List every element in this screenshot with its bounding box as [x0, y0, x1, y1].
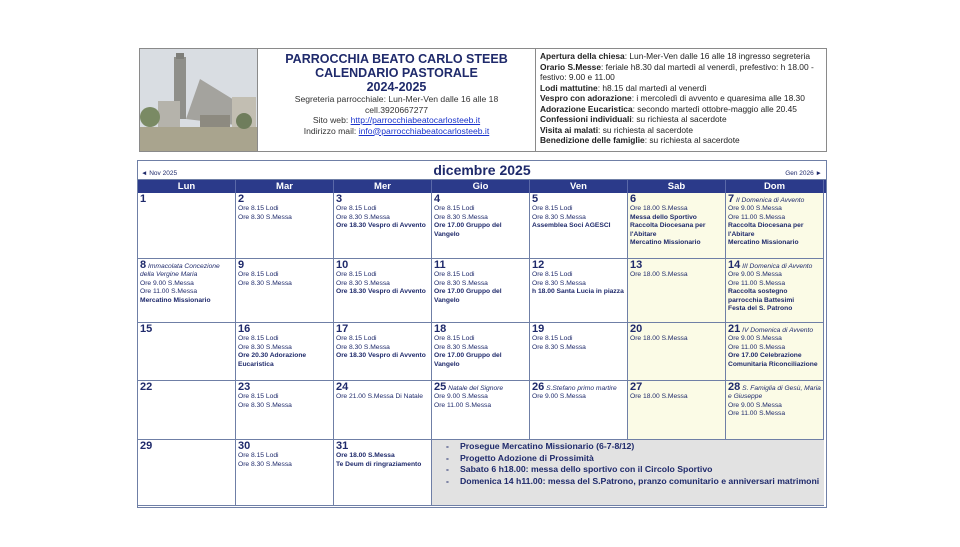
church-photo: [140, 49, 258, 151]
weekday-header-row: [138, 180, 826, 193]
day-number: 10: [336, 259, 349, 271]
day-cell[interactable]: [432, 381, 530, 440]
day-head: [434, 324, 527, 335]
day-number: 15: [140, 323, 153, 335]
info-row: [540, 125, 822, 136]
day-head: [238, 194, 331, 205]
info-row: [540, 83, 822, 94]
calendar-event: Ore 8.15 Lodi: [434, 205, 475, 213]
info-value: : su richiesta al sacerdote: [631, 114, 727, 124]
day-head: [336, 441, 429, 452]
day-number: 14: [728, 259, 741, 271]
calendar-event: Ore 8.15 Lodi: [336, 205, 377, 213]
day-head: [532, 194, 625, 205]
day-number: 2: [238, 193, 245, 205]
calendar-event: Ore 8.15 Lodi: [532, 271, 573, 279]
info-row: [540, 93, 822, 104]
calendar-grid: [138, 193, 826, 506]
info-value: : su richiesta al sacerdote: [598, 124, 694, 135]
church-photo-illustration: [140, 49, 258, 151]
calendar-event: Ore 9.00 S.Messa: [728, 271, 782, 279]
office-hours: Segreteria parrocchiale: Lun-Mer-Ven dalle 16 alle 18: [294, 94, 499, 104]
day-head: [238, 441, 331, 452]
email-label: Indirizzo mail:: [303, 125, 359, 136]
calendar-event: Ore 17.00 Gruppo del Vangelo: [434, 222, 502, 238]
day-cell[interactable]: [236, 440, 334, 506]
day-number: 17: [336, 323, 349, 335]
day-cell[interactable]: [432, 323, 530, 381]
day-cell[interactable]: [138, 381, 236, 440]
info-key: Orario S.Messe: [540, 61, 601, 72]
day-cell[interactable]: [432, 259, 530, 323]
day-number: 24: [336, 381, 349, 393]
calendar-event: Ore 18.00 S.Messa: [336, 452, 395, 460]
day-head: [532, 382, 625, 393]
liturgical-day: Natale del Signore: [448, 385, 504, 392]
month-title: dicembre 2025: [433, 162, 531, 178]
month-calendar: [137, 160, 827, 508]
weekday-label: Sab: [628, 180, 726, 193]
liturgical-day: III Domenica di Avvento: [742, 263, 813, 270]
day-head: [728, 194, 821, 205]
pastoral-year: 2024-2025: [366, 80, 427, 94]
day-number: 23: [238, 381, 251, 393]
calendar-event: Ore 8.30 S.Messa: [434, 213, 488, 221]
info-key: Vespro con adorazione: [540, 93, 632, 103]
day-number: 1: [140, 193, 147, 205]
calendar-event: Festa del S. Patrono: [728, 305, 793, 313]
day-head: [532, 324, 625, 335]
calendar-event: Ore 8.30 S.Messa: [336, 213, 390, 221]
calendar-header: [138, 161, 826, 180]
day-number: 30: [238, 440, 251, 452]
note-item: - Sabato 6 h18.00: messa dello sportivo con il Circolo Sportivo: [446, 464, 824, 476]
info-key: Benedizione delle famiglie: [540, 135, 645, 145]
day-number: 20: [630, 323, 643, 335]
day-head: [434, 382, 527, 393]
calendar-event: Ore 9.00 S.Messa: [728, 335, 782, 343]
parish-name: PARROCCHIA BEATO CARLO STEEB: [285, 52, 508, 66]
calendar-event: Ore 18.30 Vespro di Avvento: [336, 352, 426, 360]
day-cell[interactable]: [726, 193, 824, 259]
day-head: [238, 324, 331, 335]
calendar-event: Ore 8.30 S.Messa: [532, 343, 586, 351]
email-line: [258, 126, 535, 137]
prev-month-link[interactable]: ◄ Nov 2025: [141, 170, 178, 177]
day-cell[interactable]: [138, 193, 236, 259]
day-cell[interactable]: [138, 440, 236, 506]
day-cell[interactable]: [628, 193, 726, 259]
day-head: [630, 194, 723, 205]
calendar-event: Ore 8.30 S.Messa: [434, 279, 488, 287]
day-number: 4: [434, 193, 441, 205]
calendar-event: Ore 8.15 Lodi: [238, 393, 279, 401]
calendar-event: Ore 17.00 Gruppo del Vangelo: [434, 352, 502, 368]
liturgical-day: IV Domenica di Avvento: [742, 327, 814, 334]
calendar-event: Ore 8.15 Lodi: [532, 335, 573, 343]
info-row: [540, 104, 822, 115]
day-head: [336, 194, 429, 205]
day-cell[interactable]: [628, 259, 726, 323]
parish-title-block: [258, 49, 536, 151]
info-key: Adorazione Eucaristica: [540, 103, 633, 114]
liturgical-day: Immacolata Concezione della Vergine Maria: [140, 263, 220, 279]
day-head: [728, 382, 821, 402]
day-cell[interactable]: [334, 259, 432, 323]
day-head: [532, 260, 625, 271]
info-value: : secondo martedì ottobre-maggio alle 20.45: [632, 103, 797, 114]
day-cell[interactable]: [334, 381, 432, 440]
day-head: [140, 324, 233, 335]
calendar-event: Messa dello Sportivo: [630, 213, 697, 221]
note-item: - Domenica 14 h11.00: messa del S.Patrono, pranzo comunitario e anniversari matrimoni: [446, 476, 824, 488]
info-row: [540, 51, 822, 62]
calendar-event: Ore 8.30 S.Messa: [336, 343, 390, 351]
calendar-event: Ore 8.15 Lodi: [238, 271, 279, 279]
calendar-event: Ore 9.00 S.Messa: [140, 279, 194, 287]
day-number: 19: [532, 323, 545, 335]
day-head: [336, 260, 429, 271]
day-cell[interactable]: [530, 381, 628, 440]
day-head: [630, 260, 723, 271]
day-number: 29: [140, 440, 153, 452]
day-cell[interactable]: [530, 259, 628, 323]
website-line: [258, 115, 535, 126]
liturgical-day: S. Famiglia di Gesù, Maria e Giuseppe: [728, 385, 821, 401]
day-head: [238, 260, 331, 271]
day-head: [336, 382, 429, 393]
day-number: 3: [336, 193, 343, 205]
calendar-event: Ore 8.30 S.Messa: [238, 343, 292, 351]
notes-list: [446, 441, 824, 487]
day-head: [336, 324, 429, 335]
calendar-event: Ore 11.00 S.Messa: [728, 410, 786, 418]
day-head: [728, 260, 821, 271]
day-cell[interactable]: [138, 323, 236, 381]
calendar-event: Mercatino Missionario: [140, 296, 211, 304]
calendar-event: Ore 8.30 S.Messa: [434, 343, 488, 351]
calendar-event: Ore 8.15 Lodi: [238, 205, 279, 213]
calendar-event: Ore 8.15 Lodi: [238, 452, 279, 460]
info-value: : Lun-Mer-Ven dalle 16 alle 18 ingresso segreteria: [624, 51, 811, 61]
calendar-event: Ore 8.15 Lodi: [336, 271, 377, 279]
day-cell[interactable]: [530, 193, 628, 259]
liturgical-day: II Domenica di Avvento: [735, 197, 805, 204]
info-value: : su richiesta al sacerdote: [644, 135, 740, 145]
calendar-event: Ore 8.15 Lodi: [336, 335, 377, 343]
note-item: - Prosegue Mercatino Missionario (6-7-8/12): [446, 441, 824, 453]
calendar-event: Ore 17.00 Celebrazione Comunitaria Riconciliazione: [728, 352, 818, 368]
day-head: [630, 382, 723, 393]
info-key: Visita ai malati: [540, 124, 599, 135]
info-key: Lodi mattutine: [540, 82, 598, 93]
calendar-event: Assemblea Soci AGESCI: [532, 222, 611, 230]
calendar-heading: CALENDARIO PASTORALE: [315, 66, 478, 80]
calendar-event: Ore 11.00 S.Messa: [728, 279, 786, 287]
day-head: [140, 441, 233, 452]
day-number: 8: [140, 259, 147, 271]
day-cell[interactable]: [138, 259, 236, 323]
calendar-event: h 18.00 Santa Lucia in piazza: [532, 288, 624, 296]
info-value: : h8.15 dal martedì al venerdì: [597, 82, 707, 93]
info-row: [540, 135, 822, 146]
calendar-event: Raccolta Diocesana per l'Abitare: [630, 222, 706, 238]
day-number: 13: [630, 259, 643, 271]
day-number: 7: [728, 193, 735, 205]
day-cell[interactable]: [236, 193, 334, 259]
parish-info-list: [536, 49, 826, 151]
calendar-event: Mercatino Missionario: [630, 239, 701, 247]
day-number: 5: [532, 193, 539, 205]
calendar-event: Ore 8.30 S.Messa: [532, 279, 586, 287]
calendar-event: Ore 8.30 S.Messa: [238, 460, 292, 468]
day-head: [140, 382, 233, 393]
day-number: 31: [336, 440, 349, 452]
info-row: [540, 62, 822, 83]
calendar-event: Ore 8.15 Lodi: [532, 205, 573, 213]
calendar-event: Raccolta sostegno parrocchia Battesimi: [728, 288, 795, 304]
calendar-event: Ore 20.30 Adorazione Eucaristica: [238, 352, 307, 368]
day-cell[interactable]: [628, 323, 726, 381]
day-cell[interactable]: [334, 323, 432, 381]
calendar-event: Ore 8.30 S.Messa: [238, 279, 292, 287]
info-value: : i mercoledì di avvento e quaresima alle 18.30: [631, 93, 805, 103]
calendar-event: Ore 8.15 Lodi: [434, 335, 475, 343]
website-label: Sito web:: [312, 115, 351, 125]
day-head: [434, 260, 527, 271]
weekday-label: Mer: [334, 180, 432, 193]
calendar-event: Ore 8.30 S.Messa: [336, 279, 390, 287]
day-cell[interactable]: [530, 323, 628, 381]
calendar-event: Ore 9.00 S.Messa: [728, 401, 782, 409]
day-number: 16: [238, 323, 251, 335]
info-value: : feriale h8.30 dal martedì al venerdì, prefestivo: h 18.00 - festivo: 9.00 e 11.00: [540, 61, 814, 82]
website-link[interactable]: http://parrocchiabeatocarlosteeb.it: [350, 115, 481, 125]
info-key: Apertura della chiesa: [540, 51, 625, 61]
calendar-event: Ore 11.00 S.Messa: [140, 288, 198, 296]
day-head: [140, 260, 233, 280]
calendar-event: Mercatino Missionario: [728, 239, 799, 247]
day-cell[interactable]: [726, 323, 824, 381]
day-head: [728, 324, 821, 335]
calendar-event: Raccolta Diocesana per l'Abitare: [728, 222, 804, 238]
calendar-event: Ore 21.00 S.Messa Di Natale: [336, 393, 423, 401]
calendar-event: Ore 11.00 S.Messa: [434, 401, 492, 409]
monthly-notes: [432, 440, 824, 506]
day-cell[interactable]: [726, 381, 824, 440]
calendar-event: Ore 11.00 S.Messa: [728, 213, 786, 221]
day-head: [140, 194, 233, 205]
calendar-event: Ore 11.00 S.Messa: [728, 343, 786, 351]
weekday-label: Ven: [530, 180, 628, 193]
next-month-link[interactable]: Gen 2026 ►: [785, 170, 822, 177]
day-head: [434, 194, 527, 205]
day-number: 21: [728, 323, 741, 335]
weekday-label: Lun: [138, 180, 236, 193]
calendar-event: Ore 18.00 S.Messa: [630, 271, 688, 279]
calendar-event: Ore 9.00 S.Messa: [532, 393, 586, 401]
day-number: 22: [140, 381, 153, 393]
day-number: 28: [728, 381, 741, 393]
weekday-label: Gio: [432, 180, 530, 193]
day-number: 26: [532, 381, 545, 393]
day-cell[interactable]: [726, 259, 824, 323]
calendar-event: Ore 8.15 Lodi: [238, 335, 279, 343]
info-key: Confessioni individuali: [540, 114, 632, 124]
note-item: - Progetto Adozione di Prossimità: [446, 453, 824, 465]
weekday-label: Dom: [726, 180, 824, 193]
calendar-event: Ore 18.00 S.Messa: [630, 205, 688, 213]
calendar-event: Ore 8.30 S.Messa: [238, 401, 292, 409]
day-number: 27: [630, 381, 643, 393]
day-number: 6: [630, 193, 637, 205]
email-link[interactable]: info@parrocchiabeatocarlosteeb.it: [358, 125, 490, 136]
day-head: [630, 324, 723, 335]
parish-header: [139, 48, 827, 152]
calendar-event: Ore 18.30 Vespro di Avvento: [336, 288, 426, 296]
calendar-event: Ore 9.00 S.Messa: [434, 393, 488, 401]
calendar-event: Ore 18.30 Vespro di Avvento: [336, 222, 426, 230]
day-number: 18: [434, 323, 447, 335]
calendar-event: Ore 8.30 S.Messa: [532, 213, 586, 221]
day-head: [238, 382, 331, 393]
day-cell[interactable]: [334, 440, 432, 506]
calendar-event: Ore 18.00 S.Messa: [630, 393, 688, 401]
weekday-label: Mar: [236, 180, 334, 193]
day-number: 25: [434, 381, 447, 393]
info-row: [540, 114, 822, 125]
day-cell[interactable]: [628, 381, 726, 440]
calendar-event: Ore 17.00 Gruppo del Vangelo: [434, 288, 502, 304]
day-cell[interactable]: [236, 381, 334, 440]
day-cell[interactable]: [432, 193, 530, 259]
calendar-event: Ore 9.00 S.Messa: [728, 205, 782, 213]
calendar-event: Ore 8.30 S.Messa: [238, 213, 292, 221]
day-cell[interactable]: [334, 193, 432, 259]
calendar-event: Te Deum di ringraziamento: [336, 460, 422, 468]
liturgical-day: S.Stefano primo martire: [546, 385, 617, 392]
day-number: 9: [238, 259, 245, 271]
day-number: 11: [434, 259, 446, 271]
day-cell[interactable]: [236, 259, 334, 323]
phone-number: cell.3920667277: [364, 104, 429, 115]
calendar-event: Ore 18.00 S.Messa: [630, 335, 688, 343]
day-cell[interactable]: [236, 323, 334, 381]
calendar-event: Ore 8.15 Lodi: [434, 271, 475, 279]
day-number: 12: [532, 259, 545, 271]
